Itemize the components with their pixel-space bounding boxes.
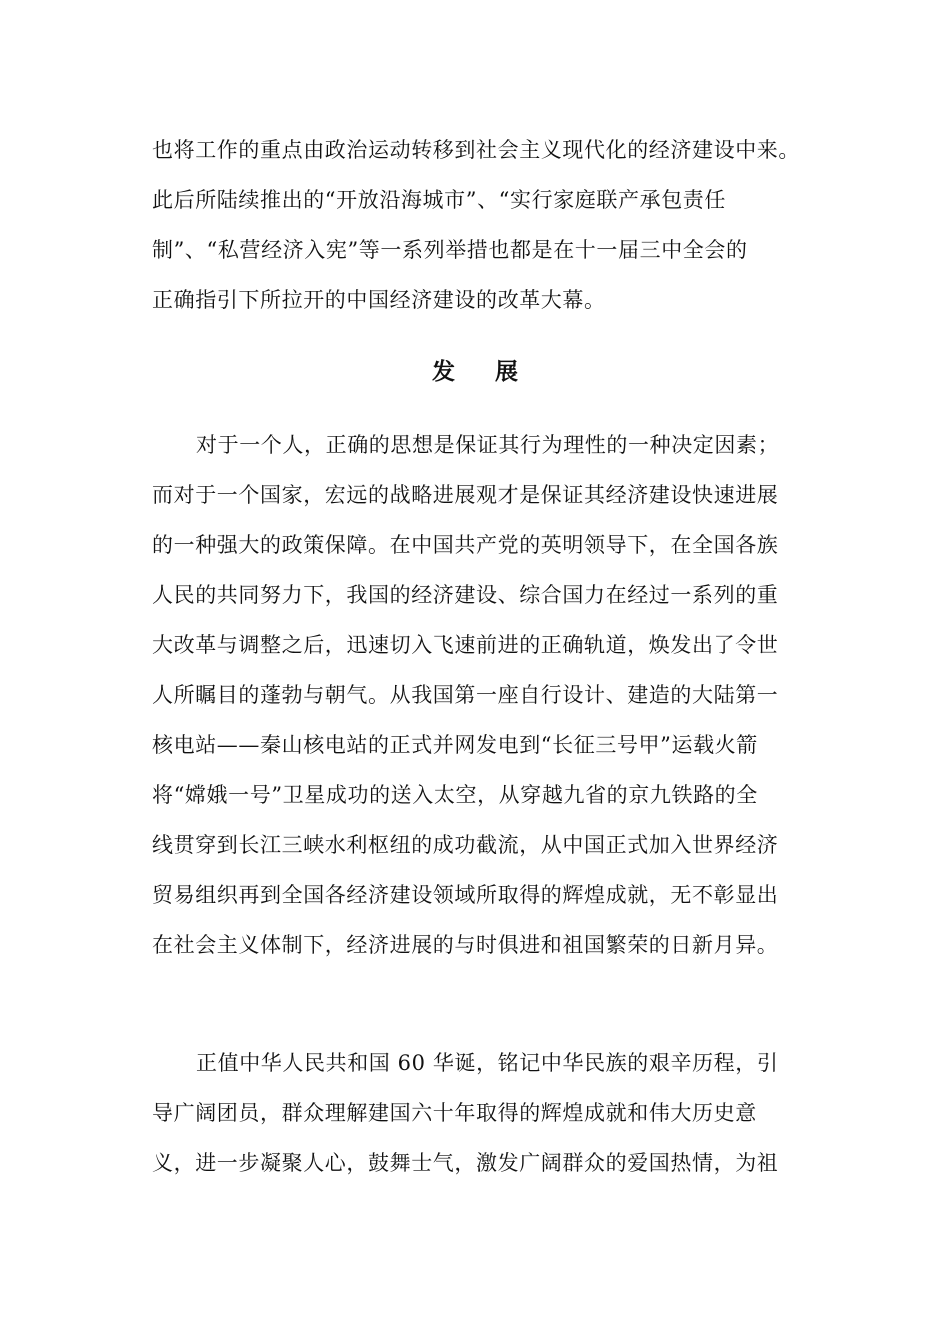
section-heading: 发 展 xyxy=(431,359,534,385)
paragraph1-line-1: 也将工作的重点由政治运动转移到社会主义现代化的经济建设中来。 xyxy=(152,138,800,162)
paragraph1-line-3: 制”、“私营经济入宪”等一系列举措也都是在十一届三中全会的 xyxy=(152,238,748,262)
paragraph2-line-1: 对于一个人，正确的思想是保证其行为理性的一种决定因素； xyxy=(196,433,780,457)
paragraph2-line-8: 将“嫦娥一号”卫星成功的送入太空，从穿越九省的京九铁路的全 xyxy=(152,783,758,807)
paragraph2-line-6: 人所瞩目的蓬勃与朝气。从我国第一座自行设计、建造的大陆第一 xyxy=(152,683,779,707)
paragraph2-line-5: 大改革与调整之后，迅速切入飞速前进的正确轨道，焕发出了令世 xyxy=(152,633,779,657)
paragraph3-line-3: 义，进一步凝聚人心，鼓舞士气，激发广阔群众的爱国热情，为祖 xyxy=(152,1151,779,1175)
paragraph2-line-9: 线贯穿到长江三峡水利枢纽的成功截流，从中国正式加入世界经济 xyxy=(152,833,779,857)
paragraph2-line-3: 的一种强大的政策保障。在中国共产党的英明领导下，在全国各族 xyxy=(152,533,779,557)
paragraph3-line-2: 导广阔团员，群众理解建国六十年取得的辉煌成就和伟大历史意 xyxy=(152,1101,757,1125)
paragraph2-line-4: 人民的共同努力下，我国的经济建设、综合国力在经过一系列的重 xyxy=(152,583,779,607)
paragraph2-line-7: 核电站——秦山核电站的正式并网发电到“长征三号甲”运载火箭 xyxy=(152,733,758,757)
paragraph1-line-2: 此后所陆续推出的“开放沿海城市”、“实行家庭联产承包责任 xyxy=(152,188,727,212)
paragraph2-line-11: 在社会主义体制下，经济进展的与时俱进和祖国繁荣的日新月异。 xyxy=(152,933,779,957)
paragraph3-line-1: 正值中华人民共和国 60 华诞，铭记中华民族的艰辛历程，引 xyxy=(196,1051,779,1075)
paragraph1-line-4: 正确指引下所拉开的中国经济建设的改革大幕。 xyxy=(152,288,606,312)
paragraph2-line-2: 而对于一个国家，宏远的战略进展观才是保证其经济建设快速进展 xyxy=(152,483,779,507)
paragraph2-line-10: 贸易组织再到全国各经济建设领域所取得的辉煌成就，无不彰显出 xyxy=(152,883,779,907)
